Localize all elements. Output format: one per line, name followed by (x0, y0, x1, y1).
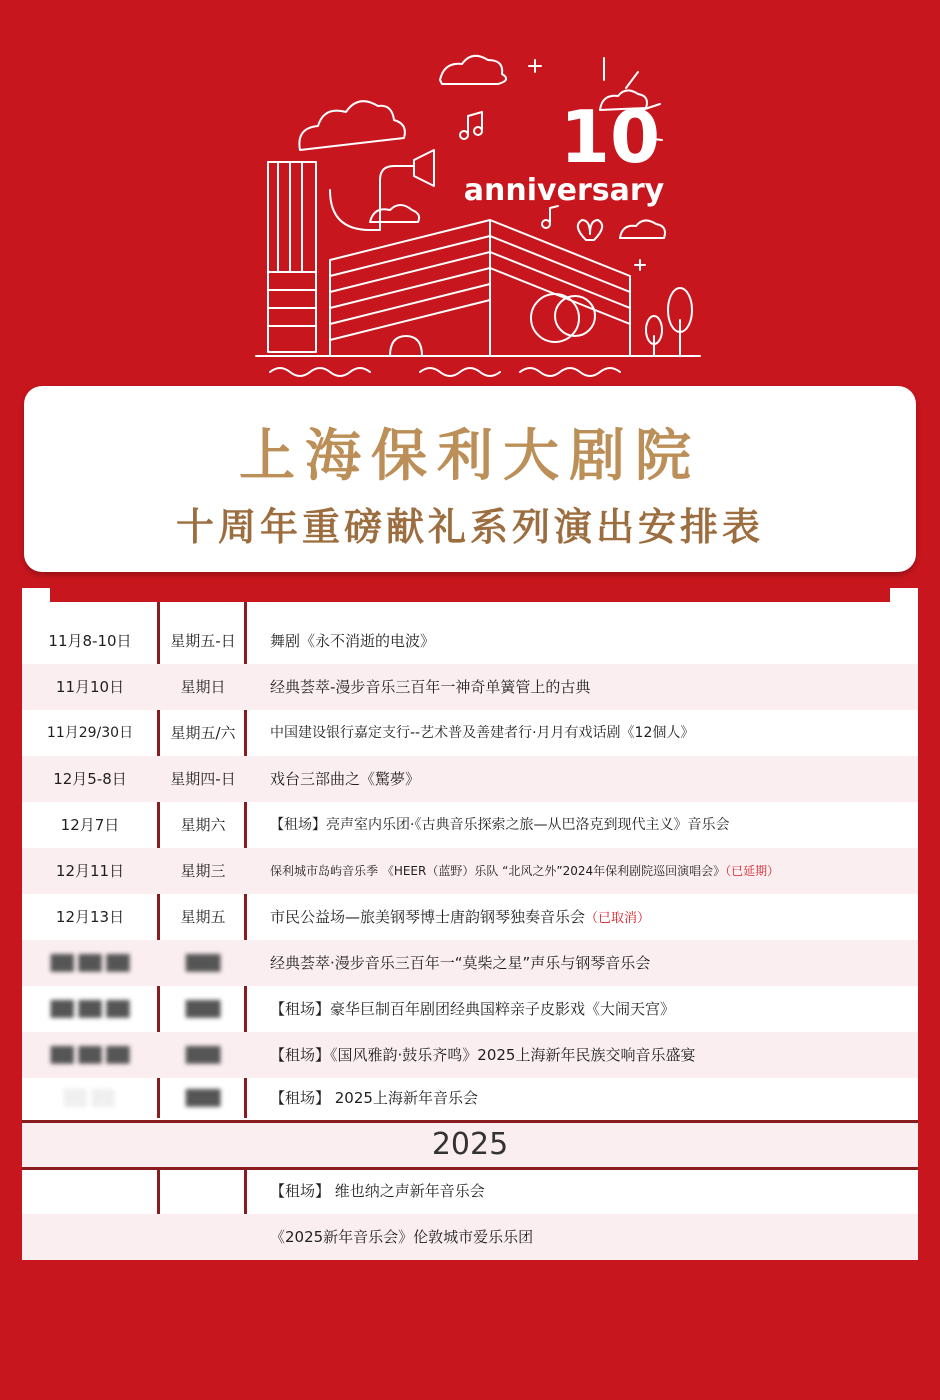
cloud-icon (370, 205, 419, 222)
table-row (22, 802, 918, 848)
date-cell: 11月10日 (55, 678, 125, 696)
event-cell: 【租场】 维也纳之声新年音乐会 (270, 1182, 485, 1200)
weekday-cell: 星期五 (180, 908, 226, 926)
cloud-icon (620, 220, 665, 238)
date-cell (22, 940, 158, 986)
obscured-weekday: ███ (185, 1089, 221, 1107)
table-row (22, 664, 918, 710)
event-cell: 《2025新年音乐会》伦敦城市爱乐乐团 (270, 1228, 534, 1246)
obscured-weekday: ███ (185, 954, 221, 972)
table-row (22, 848, 918, 894)
weekday-cell (160, 986, 246, 1032)
table-row (22, 710, 918, 756)
event-cell: 【租场】《国风雅韵·鼓乐齐鸣》2025上海新年民族交响音乐盛宴 (270, 1046, 696, 1064)
date-cell: 12月7日 (60, 816, 120, 834)
weekday-cell (160, 940, 246, 986)
obscured-date: ██ ██ ██ (50, 1000, 130, 1018)
obscured-weekday: ███ (185, 1000, 221, 1018)
anniversary-illustration (0, 0, 940, 390)
event-cell: 经典荟萃·漫步音乐三百年一“莫柴之星”声乐与钢琴音乐会 (270, 954, 651, 972)
table-row (22, 1078, 918, 1118)
weekday-cell (160, 1078, 246, 1118)
date-cell: 12月11日 (55, 862, 125, 880)
date-cell: 12月13日 (55, 908, 125, 926)
table-row (22, 618, 918, 664)
weekday-cell: 星期四-日 (170, 770, 236, 788)
weekday-cell: 星期五-日 (170, 632, 236, 650)
weekday-cell (160, 1214, 246, 1260)
event-cell (270, 848, 910, 894)
date-cell: 11月8-10日 (48, 632, 132, 650)
weekday-cell: 星期三 (180, 862, 226, 880)
obscured-date: ░░ ░░ (64, 1089, 116, 1107)
date-cell: 11月29/30日 (46, 725, 134, 741)
obscured-date: ██ ██ ██ (50, 954, 130, 972)
music-note-icon (550, 206, 558, 222)
event-cell: 【租场】豪华巨制百年剧团经典国粹亲子皮影戏《大闹天宫》 (270, 1000, 676, 1018)
weekday-cell (160, 1168, 246, 1214)
status-note: （已取消） (585, 911, 651, 926)
obscured-weekday: ███ (185, 1046, 221, 1064)
event-title: 市民公益场—旅美钢琴博士唐韵钢琴独奏音乐会 (270, 908, 586, 926)
anniversary-number: 10 (559, 95, 661, 179)
date-cell (22, 1214, 158, 1260)
event-cell: 经典荟萃-漫步音乐三百年一神奇单簧管上的古典 (270, 678, 591, 696)
event-cell: 【租场】 2025上海新年音乐会 (270, 1089, 478, 1107)
event-cell: 中国建设银行嘉定支行--艺术普及善建者行·月月有戏话剧《12個人》 (270, 725, 695, 741)
cloud-icon (299, 101, 405, 150)
event-cell (270, 894, 910, 940)
weekday-cell: 星期五/六 (170, 724, 236, 742)
table-row (22, 894, 918, 940)
table-row (22, 1214, 918, 1260)
table-row (22, 940, 918, 986)
date-cell: 12月5-8日 (53, 770, 127, 788)
year-divider: 2025 (22, 1120, 918, 1170)
table-row (22, 1032, 918, 1078)
title-card (24, 386, 916, 572)
event-cell: 【租场】亮声室内乐团·《古典音乐探索之旅—从巴洛克到现代主义》音乐会 (270, 817, 730, 833)
event-title: 保利城市岛屿音乐季 《HEER（蓝野）乐队 “北风之外”2024年保利剧院巡回演唱会》 (270, 864, 726, 878)
schedule-subtitle: 十周年重磅献礼系列演出安排表 (175, 505, 764, 549)
weekday-cell: 星期日 (180, 678, 226, 696)
weekday-cell (160, 1032, 246, 1078)
table-row (22, 986, 918, 1032)
obscured-date: ██ ██ ██ (50, 1046, 130, 1064)
event-cell: 戏台三部曲之《驚夢》 (270, 770, 421, 788)
date-cell (22, 1078, 158, 1118)
butterfly-icon (578, 220, 602, 240)
status-note: （已延期） (725, 864, 780, 878)
date-cell (22, 986, 158, 1032)
event-cell: 舞剧《永不消逝的电波》 (270, 632, 436, 650)
date-cell (22, 1168, 158, 1214)
cloud-icon (440, 56, 506, 84)
table-row (22, 1168, 918, 1214)
schedule-table (22, 602, 918, 1260)
weekday-cell: 星期六 (180, 816, 226, 834)
date-cell (22, 1032, 158, 1078)
table-row (22, 756, 918, 802)
theater-name: 上海保利大剧院 (239, 424, 701, 489)
anniversary-word: anniversary (463, 173, 665, 208)
